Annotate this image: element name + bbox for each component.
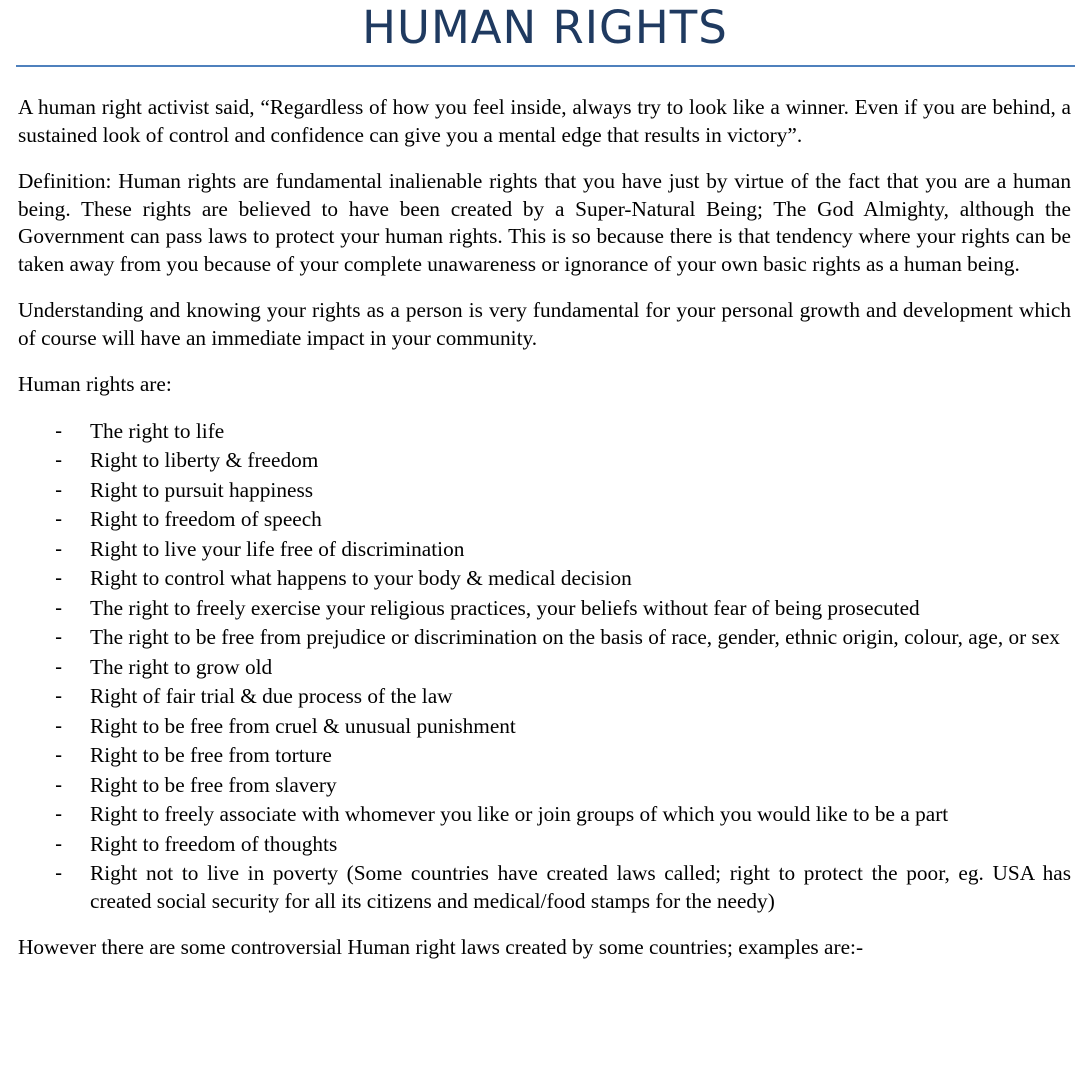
list-item-text: Right to control what happens to your body & medical decision xyxy=(90,566,632,590)
list-dash-marker: - xyxy=(55,566,63,590)
list-item-text: Right to pursuit happiness xyxy=(90,477,314,502)
page-title: HUMAN RIGHTS xyxy=(362,1,728,54)
list-dash-marker: - xyxy=(55,477,63,502)
list-dash-marker: - xyxy=(55,861,63,885)
closing-paragraph: However there are some controversial Human right laws created by some countries; examples are:- xyxy=(18,935,864,959)
list-item-text: Right to liberty & freedom xyxy=(90,448,319,472)
list-item-text: The right to freely exercise your religious practices, your beliefs without fear of being prosecuted xyxy=(90,595,920,620)
list-item-text: The right to grow old xyxy=(90,654,273,679)
list-dash-marker: - xyxy=(55,684,63,708)
list-dash-marker: - xyxy=(55,772,63,797)
list-item xyxy=(18,595,1071,623)
list-item-text: Right to freely associate with whomever you like or join groups of which you would like to be a part xyxy=(90,802,949,826)
list-dash-marker: - xyxy=(55,713,63,738)
human-rights-list xyxy=(18,418,1071,916)
list-item xyxy=(18,713,1071,741)
list-item xyxy=(18,772,1071,800)
list-dash-marker: - xyxy=(55,625,63,649)
list-item xyxy=(18,536,1071,564)
understanding-paragraph: Understanding and knowing your rights as a person is very fundamental for your personal growth and development which of course will have an immediate impact in your community. xyxy=(18,298,1071,350)
list-dash-marker: - xyxy=(55,536,63,561)
list-item xyxy=(18,654,1071,682)
list-item xyxy=(18,447,1071,475)
title-underline-rule xyxy=(16,65,1075,67)
list-item-text: The right to be free from prejudice or discrimination on the basis of race, gender, ethnic origin, colour, age, or sex xyxy=(90,625,1060,649)
list-dash-marker: - xyxy=(55,654,63,679)
list-item-text: Right not to live in poverty (Some countries have created laws called; right to protect the poor, eg. USA has created social security for all its citizens and medical/food stamps for the needy) xyxy=(90,861,1071,913)
quote-paragraph: A human right activist said, “Regardless of how you feel inside, always try to look like a winner. Even if you are behind, a sustained look of control and confidence can give you a mental edge that results in victory”. xyxy=(18,95,1071,147)
list-dash-marker: - xyxy=(55,595,63,620)
list-item-text: Right to be free from slavery xyxy=(90,772,337,797)
list-item xyxy=(18,418,1071,446)
list-item xyxy=(18,742,1071,770)
list-intro: Human rights are: xyxy=(18,372,172,396)
list-item-text: Right of fair trial & due process of the law xyxy=(90,684,453,708)
list-item-text: Right to live your life free of discrimination xyxy=(90,536,465,561)
list-item-text: Right to be free from cruel & unusual punishment xyxy=(90,713,516,738)
list-dash-marker: - xyxy=(55,507,63,531)
list-item xyxy=(18,624,1071,652)
list-dash-marker: - xyxy=(55,802,63,826)
document-body xyxy=(18,94,1071,962)
list-dash-marker: - xyxy=(55,418,63,443)
list-item xyxy=(18,683,1071,711)
list-item xyxy=(18,831,1071,859)
list-item-text: Right to be free from torture xyxy=(90,743,332,767)
list-item-text: Right to freedom of thoughts xyxy=(90,831,338,856)
list-dash-marker: - xyxy=(55,831,63,856)
list-dash-marker: - xyxy=(55,743,63,767)
list-item-text: The right to life xyxy=(90,418,225,443)
list-item xyxy=(18,477,1071,505)
list-item-text: Right to freedom of speech xyxy=(90,507,322,531)
list-item xyxy=(18,860,1071,915)
list-item xyxy=(18,565,1071,593)
definition-paragraph: Definition: Human rights are fundamental inalienable rights that you have just by virtue of the fact that you are a human being. These rights are believed to have been created by a Super-Natural Being; The God Almighty, although the Government can pass laws to protect your human rights. This is so because there is that tendency where your rights can be taken away from you because of your complete unawareness or ignorance of your own basic rights as a human being. xyxy=(18,169,1071,276)
list-item xyxy=(18,801,1071,829)
list-dash-marker: - xyxy=(55,448,63,472)
list-item xyxy=(18,506,1071,534)
